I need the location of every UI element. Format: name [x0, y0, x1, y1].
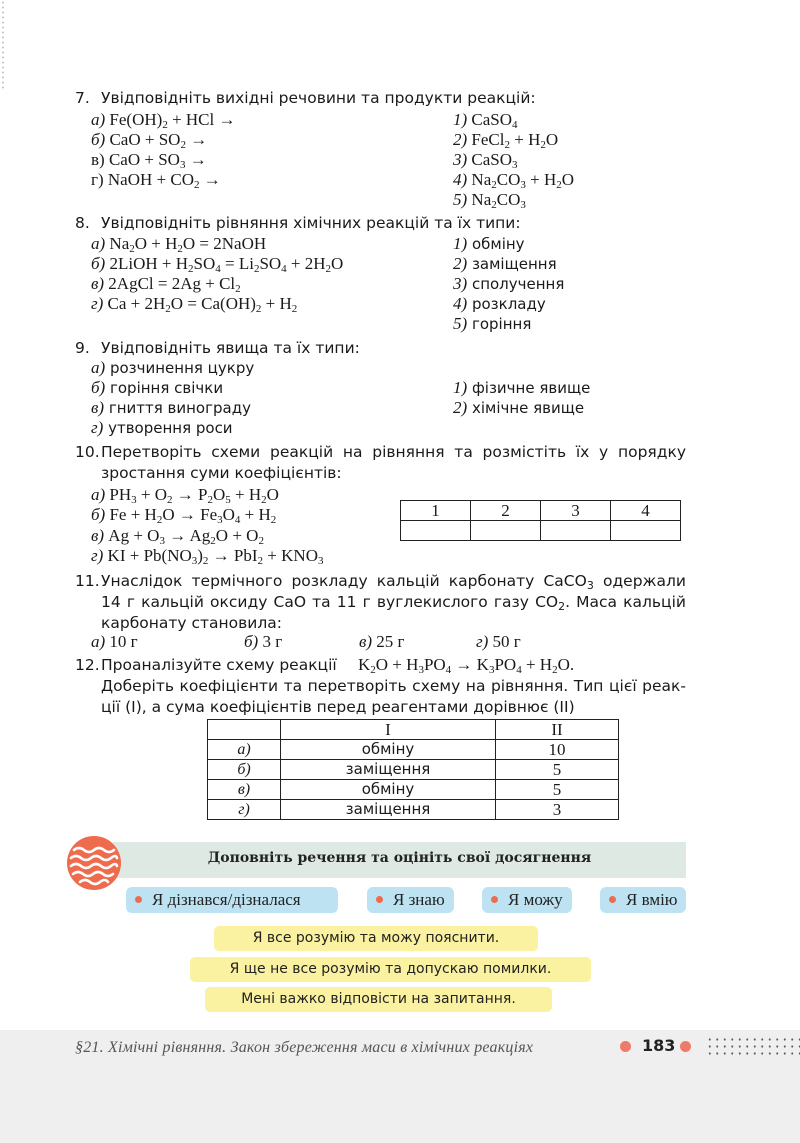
footer-section-title: §21. Хімічні рівняння. Закон збереження маси в хімічних реакціях: [75, 1039, 534, 1056]
bullet-dot-icon: [609, 896, 616, 903]
table-header-cell: 4: [611, 501, 681, 521]
q12-answer-table: [207, 719, 619, 820]
bullet-dot-icon: [135, 896, 142, 903]
table-cell: 5: [496, 780, 619, 800]
q8-type-5: 5) горіння: [453, 314, 532, 333]
self-check-title: Доповніть речення та оцініть свої досягнення: [207, 850, 592, 866]
table-cell: в): [208, 780, 281, 800]
question-10-text-line2: зростання суми коефіцієнтів:: [101, 464, 342, 482]
q11-answer-c: в) 25 г: [359, 632, 405, 651]
table-header-cell: 3: [541, 501, 611, 521]
answer-cell[interactable]: [471, 521, 541, 541]
question-11-number: 11.: [75, 572, 100, 590]
statement-difficult[interactable]: Мені важко відповісти на запитання.: [205, 987, 552, 1012]
q8-equation-b: б) 2LiOH + $H_2SO_4 = Li_2SO_4 + 2H_2O$: [91, 254, 344, 275]
q8-equation-d: г) $Ca + 2H_2O = Ca(OH)_2 + H_2$: [91, 294, 298, 315]
table-row: [208, 760, 619, 780]
q10-answer-table: [400, 500, 681, 541]
answer-cell[interactable]: [611, 521, 681, 541]
page-number: 183: [642, 1036, 676, 1055]
q12-reaction-scheme: $K_2O + H_3PO_4 \to K_3PO_4 + H_2O$.: [358, 655, 575, 676]
question-12-text-line2: Доберіть коефіцієнти та перетворіть схему на рівняння. Тип цієї реак-: [101, 677, 686, 695]
q10-scheme-d: г) KI + $Pb(NO_3)_2 \to PbI_2 + KNO_3$: [91, 546, 324, 567]
q7-option-c: в) CaO + $SO_3$ →: [91, 150, 207, 171]
question-12-text-line1: Проаналізуйте схему реакції: [101, 656, 337, 674]
table-cell: а): [208, 740, 281, 760]
q9-phenomenon-d: г) утворення роси: [91, 418, 233, 437]
question-9-text: Увідповідніть явища та їх типи:: [101, 339, 360, 357]
question-8-number: 8.: [75, 214, 90, 232]
table-cell: 3: [496, 800, 619, 820]
q8-equation-a: а) $Na_2O + H_2O$ = 2NaOH: [91, 234, 267, 255]
question-11-text-line3: карбонату становила:: [101, 614, 283, 632]
answer-cell[interactable]: [401, 521, 471, 541]
table-header-cell: 1: [401, 501, 471, 521]
q9-phenomenon-c: в) гниття винограду: [91, 398, 251, 417]
q8-type-1: 1) обміну: [453, 234, 525, 253]
table-header-cell: 2: [471, 501, 541, 521]
table-cell: б): [208, 760, 281, 780]
question-11-text-line2: 14 г кальцій оксиду CaO та 11 г вуглекислого газу $CO_2$. Маса кальцій: [101, 593, 686, 613]
table-cell: г): [208, 800, 281, 820]
page-dot-icon: [620, 1041, 631, 1052]
statement-understand-all[interactable]: Я все розумію та можу пояснити.: [214, 926, 538, 951]
question-7-text: Увідповідніть вихідні речовини та продукти реакцій:: [101, 89, 536, 107]
table-row: [401, 501, 681, 521]
q9-phenomenon-a: а) розчинення цукру: [91, 358, 255, 377]
statement-not-all[interactable]: Я ще не все розумію та допускаю помилки.: [190, 957, 591, 982]
q11-answer-a: а) 10 г: [91, 632, 138, 651]
decorative-dot-column: [2, 0, 4, 90]
question-8-text: Увідповідніть рівняння хімічних реакцій та їх типи:: [101, 214, 521, 232]
table-header-cell: II: [496, 720, 619, 740]
table-row: [208, 740, 619, 760]
table-cell: обміну: [281, 740, 496, 760]
question-10-number: 10.: [75, 443, 100, 461]
answer-cell[interactable]: [541, 521, 611, 541]
pill-learned[interactable]: Я дізнався/дізналася: [126, 887, 338, 913]
table-row: [401, 521, 681, 541]
q8-type-2: 2) заміщення: [453, 254, 557, 273]
question-12-number: 12.: [75, 656, 100, 674]
table-row: [208, 800, 619, 820]
table-cell: обміну: [281, 780, 496, 800]
question-10-text-line1: Перетворіть схеми реакцій на рівняння та розмістіть їх у порядку: [101, 443, 686, 461]
q7-product-4: 4) $Na_2CO_3 + H_2O$: [453, 170, 575, 191]
q9-type-2: 2) хімічне явище: [453, 398, 585, 417]
q10-scheme-c: в) $Ag + O_3 \to Ag_2O + O_2$: [91, 526, 264, 547]
table-cell: заміщення: [281, 760, 496, 780]
table-header-cell: [208, 720, 281, 740]
q9-phenomenon-b: б) горіння свічки: [91, 378, 224, 397]
pill-able[interactable]: Я вмію: [600, 887, 686, 913]
table-header-cell: I: [281, 720, 496, 740]
q10-scheme-a: а) $PH_3 + O_2 \to P_2O_5 + H_2O$: [91, 485, 279, 506]
q8-type-4: 4) розкладу: [453, 294, 546, 313]
pill-know[interactable]: Я знаю: [367, 887, 454, 913]
q7-option-d: г) NaOH + $CO_2$ →: [91, 170, 221, 191]
pill-can[interactable]: Я можу: [482, 887, 572, 913]
table-cell: 10: [496, 740, 619, 760]
table-cell: заміщення: [281, 800, 496, 820]
q8-equation-c: в) 2AgCl = $2Ag + Cl_2$: [91, 274, 241, 295]
q10-scheme-b: б) $Fe + H_2O \to Fe_3O_4 + H_2$: [91, 505, 277, 526]
q7-product-2: 2) FeCl$_2$ + $H_2O$: [453, 130, 559, 151]
bullet-dot-icon: [491, 896, 498, 903]
q8-type-3: 3) сполучення: [453, 274, 565, 293]
bullet-dot-icon: [376, 896, 383, 903]
decorative-dot-grid: [706, 1036, 800, 1058]
q11-answer-d: г) 50 г: [476, 632, 521, 651]
q7-product-5: 5) $Na_2CO_3$: [453, 190, 526, 211]
question-11-text-line1: Унаслідок термічного розкладу кальцій карбонату CaCO$_3$ одержали: [101, 572, 686, 592]
page-dot-icon: [680, 1041, 691, 1052]
q7-option-a: а) $Fe(OH)_2$ + HCl →: [91, 110, 236, 131]
q11-answer-b: б) 3 г: [244, 632, 283, 651]
question-12-text-line3: ції (I), а сума коефіцієнтів перед реагентами дорівнює (II): [101, 698, 575, 716]
q9-type-1: 1) фізичне явище: [453, 378, 591, 397]
table-row: [208, 780, 619, 800]
q7-product-1: 1) CaSO$_4$: [453, 110, 518, 131]
question-7-number: 7.: [75, 89, 90, 107]
q7-option-b: б) CaO + $SO_2$ →: [91, 130, 208, 151]
table-cell: 5: [496, 760, 619, 780]
table-row: [208, 720, 619, 740]
q7-product-3: 3) CaSO$_3$: [453, 150, 518, 171]
question-9-number: 9.: [75, 339, 90, 357]
